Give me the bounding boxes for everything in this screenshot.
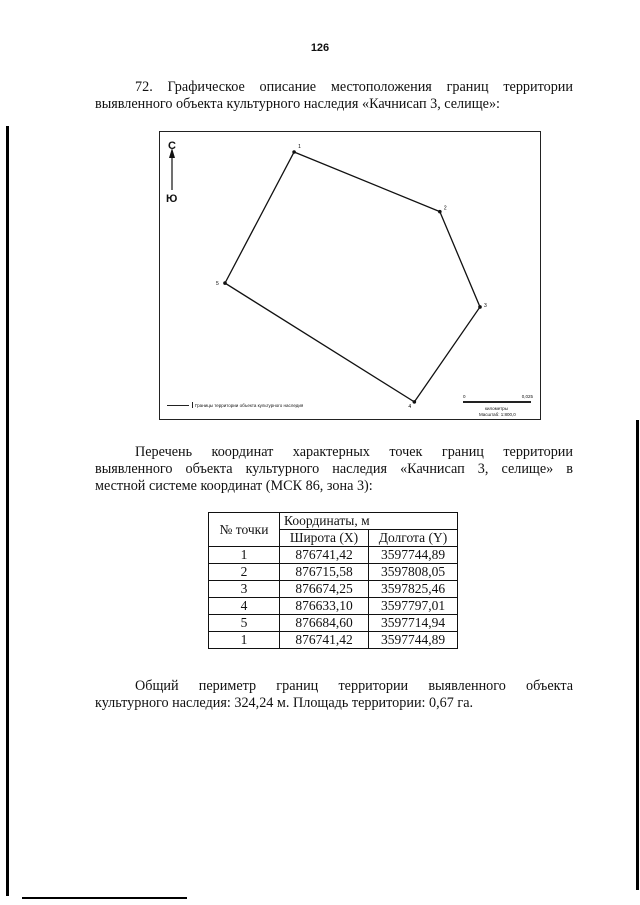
boundary-point [292, 150, 296, 154]
header-point: № точки [209, 513, 280, 547]
summary-line-2: культурного наследия: 324,24 м. Площадь территории: 0,67 га. [95, 695, 474, 711]
scale-bar [461, 394, 533, 418]
legend-label: Границы территории объекта культурного наследия [195, 402, 304, 408]
scan-edge-mark [6, 126, 9, 896]
boundary-point [223, 281, 227, 285]
boundary-map [159, 131, 541, 420]
intro-line-2: выявленного объекта культурного наследия «Качнисап 3, селище» в [95, 461, 573, 477]
heading-line-2: выявленного объекта культурного наследия «Качнисап 3, селище»: [95, 96, 500, 112]
section-heading [95, 79, 573, 113]
intro-line-3: местной системе координат (МСК 86, зона 3): [95, 478, 373, 494]
point-cell: 3 [209, 581, 280, 598]
scale-max: 0,025 [521, 394, 533, 399]
latitude-cell: 876674,25 [280, 581, 369, 598]
boundary-point [478, 305, 482, 309]
legend-line-icon [167, 405, 189, 406]
table-row [209, 581, 458, 598]
scale-bar-graphic [463, 401, 531, 403]
scale-ratio: Масштаб: 1:800,0 [479, 412, 516, 417]
legend-line-end-icon [192, 402, 193, 408]
scale-unit: километры [485, 406, 508, 411]
longitude-cell: 3597825,46 [369, 581, 458, 598]
coordinates-table [208, 512, 458, 649]
table-row [209, 615, 458, 632]
boundary-point-label: 2 [443, 205, 447, 212]
north-label: С [168, 140, 176, 152]
table-header-row [209, 513, 458, 530]
table-row [209, 564, 458, 581]
boundary-map-canvas [160, 132, 540, 419]
longitude-cell: 3597744,89 [369, 547, 458, 564]
longitude-cell: 3597744,89 [369, 632, 458, 649]
coordinates-intro [95, 444, 573, 495]
heading-line-1: 72. Графическое описание местоположения границ территории [135, 79, 573, 95]
boundary-point [413, 400, 417, 404]
scale-zero: 0 [463, 394, 466, 399]
boundary-point-label: 1 [298, 144, 301, 150]
latitude-cell: 876684,60 [280, 615, 369, 632]
latitude-cell: 876741,42 [280, 547, 369, 564]
longitude-cell: 3597797,01 [369, 598, 458, 615]
point-cell: 1 [209, 547, 280, 564]
point-cell: 4 [209, 598, 280, 615]
header-coordinates: Координаты, м [280, 513, 458, 530]
summary-line-1: Общий периметр границ территории выявленного объекта [135, 678, 573, 694]
boundary-point-label: 4 [408, 403, 412, 410]
header-latitude: Широта (X) [280, 530, 369, 547]
point-cell: 2 [209, 564, 280, 581]
south-label: Ю [166, 193, 178, 205]
summary-paragraph [95, 678, 573, 712]
latitude-cell: 876633,10 [280, 598, 369, 615]
boundary-point-label: 5 [216, 281, 219, 288]
boundary-point-label: 3 [484, 302, 487, 309]
boundary-polygon [225, 152, 480, 402]
point-cell: 5 [209, 615, 280, 632]
scan-bottom-mark [22, 897, 187, 899]
longitude-cell: 3597808,05 [369, 564, 458, 581]
table-row [209, 632, 458, 649]
longitude-cell: 3597714,94 [369, 615, 458, 632]
intro-line-1: Перечень координат характерных точек границ территории [135, 444, 573, 460]
boundary-point [438, 210, 442, 214]
page-number: 126 [310, 42, 330, 54]
table-row [209, 547, 458, 564]
latitude-cell: 876741,42 [280, 632, 369, 649]
scan-right-mark [636, 420, 639, 890]
map-legend [167, 402, 303, 408]
latitude-cell: 876715,58 [280, 564, 369, 581]
point-cell: 1 [209, 632, 280, 649]
header-longitude: Долгота (Y) [369, 530, 458, 547]
table-row [209, 598, 458, 615]
